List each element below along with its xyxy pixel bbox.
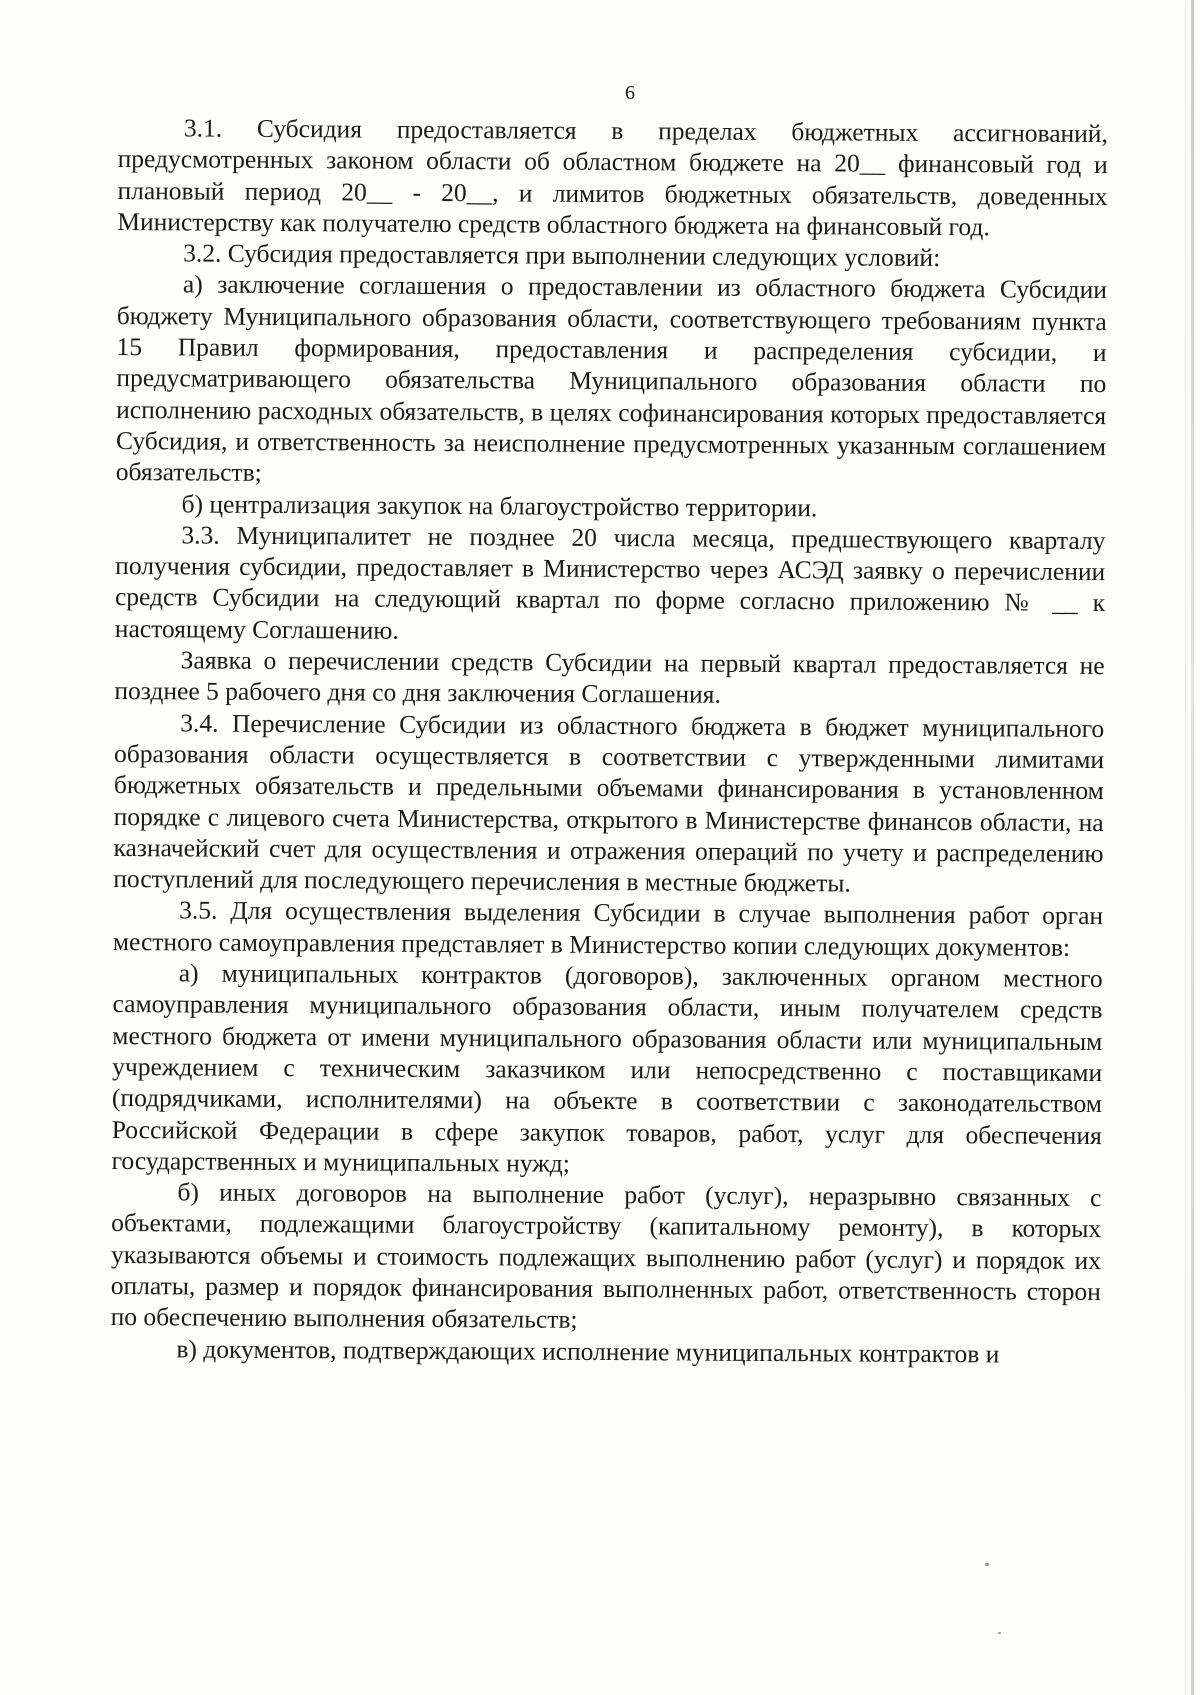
paragraph-3-5: 3.5. Для осуществления выделения Субсидии в случае выполнения работ орган местного самоуправления представляет в Министерство копии следующих документов: [112, 895, 1104, 962]
paragraph-3-3: 3.3. Муниципалитет не позднее 20 числа месяца, предшествующего кварталу получения субсидии, предоставляет в Министерство через АСЭД заявку о перечислении средств Субсидии на следующий квартал по форме согласно приложению № __ к настоящему Соглашению. [114, 520, 1106, 645]
paragraph-3-3-application: Заявка о перечислении средств Субсидии на первый квартал предоставляется не позднее 5 рабочего дня со дня заключения Соглашения. [114, 645, 1105, 710]
paragraph-3-4: 3.4. Перечисление Субсидии из областного бюджета в бюджет муниципального образования области осуществляется в соответствии с утвержденными лимитами бюджетных обязательств и предельными объемами финансирования в установленном порядке с лицевого счета Министерства, открытого в Министерстве финансов области, на казначейский счет для осуществления и отражения операций по учету и распределению поступлений для последующего перечисления в местные бюджеты. [113, 708, 1105, 898]
paragraph-3-5-c: в) документов, подтверждающих исполнение муниципальных контрактов и [176, 1333, 1000, 1368]
paragraph-3-5-b: б) иных договоров на выполнение работ (услуг), неразрывно связанных с объектами, подлежащими благоустройству (капитальному ремонту), в которых указываются объемы и стоимость подлежащих выполнению работ (услуг) и порядок их оплаты, размер и порядок финансирования выполненных работ, ответственность сторон по обеспечению выполнения обязательств; [110, 1177, 1102, 1335]
scan-edge-line [1185, 0, 1186, 1695]
document-body [110, 112, 1108, 1370]
page-number: 6 [625, 82, 635, 104]
scan-speck [985, 1563, 989, 1566]
paragraph-3-2-b: б) централизация закупок на благоустройство территории. [181, 488, 818, 522]
scan-speck [998, 1632, 1001, 1634]
scan-edge-shadow [1191, 0, 1194, 1695]
paragraph-3-1: 3.1. Субсидия предоставляется в пределах бюджетных ассигнований, предусмотренных законом области об областном бюджете на 20__ финансовый год и плановый период 20__ - 20__, и лимитов бюджетных обязательств, доведенных Министерству как получателю средств областного бюджета на финансовый год. [117, 113, 1108, 242]
paragraph-3-2-a: а) заключение соглашения о предоставлении из областного бюджета Субсидии бюджету Муниципального образования области, соответствующего требованиям пункта 15 Правил формирования, предоставления и распределения субсидии, и предусматривающего обязательства Муниципального образования области по исполнению расходных обязательств, в целях софинансирования которых предоставляется Субсидия, и ответственность за неисполнение предусмотренных указанным соглашением обязательств; [115, 269, 1108, 488]
paragraph-3-5-a: а) муниципальных контрактов (договоров), заключенных органом местного самоуправления муниципального образования области, иным получателем средств местного бюджета от имени муниципального образования области или муниципальным учреждением с техническим заказчиком или непосредственно с поставщиками (подрядчиками, исполнителями) на объекте в соответствии с законодательством Российской Федерации в сфере закупок товаров, работ, услуг для обеспечения государственных и муниципальных нужд; [111, 958, 1103, 1178]
paragraph-3-2: 3.2. Субсидия предоставляется при выполнении следующих условий: [183, 238, 941, 273]
